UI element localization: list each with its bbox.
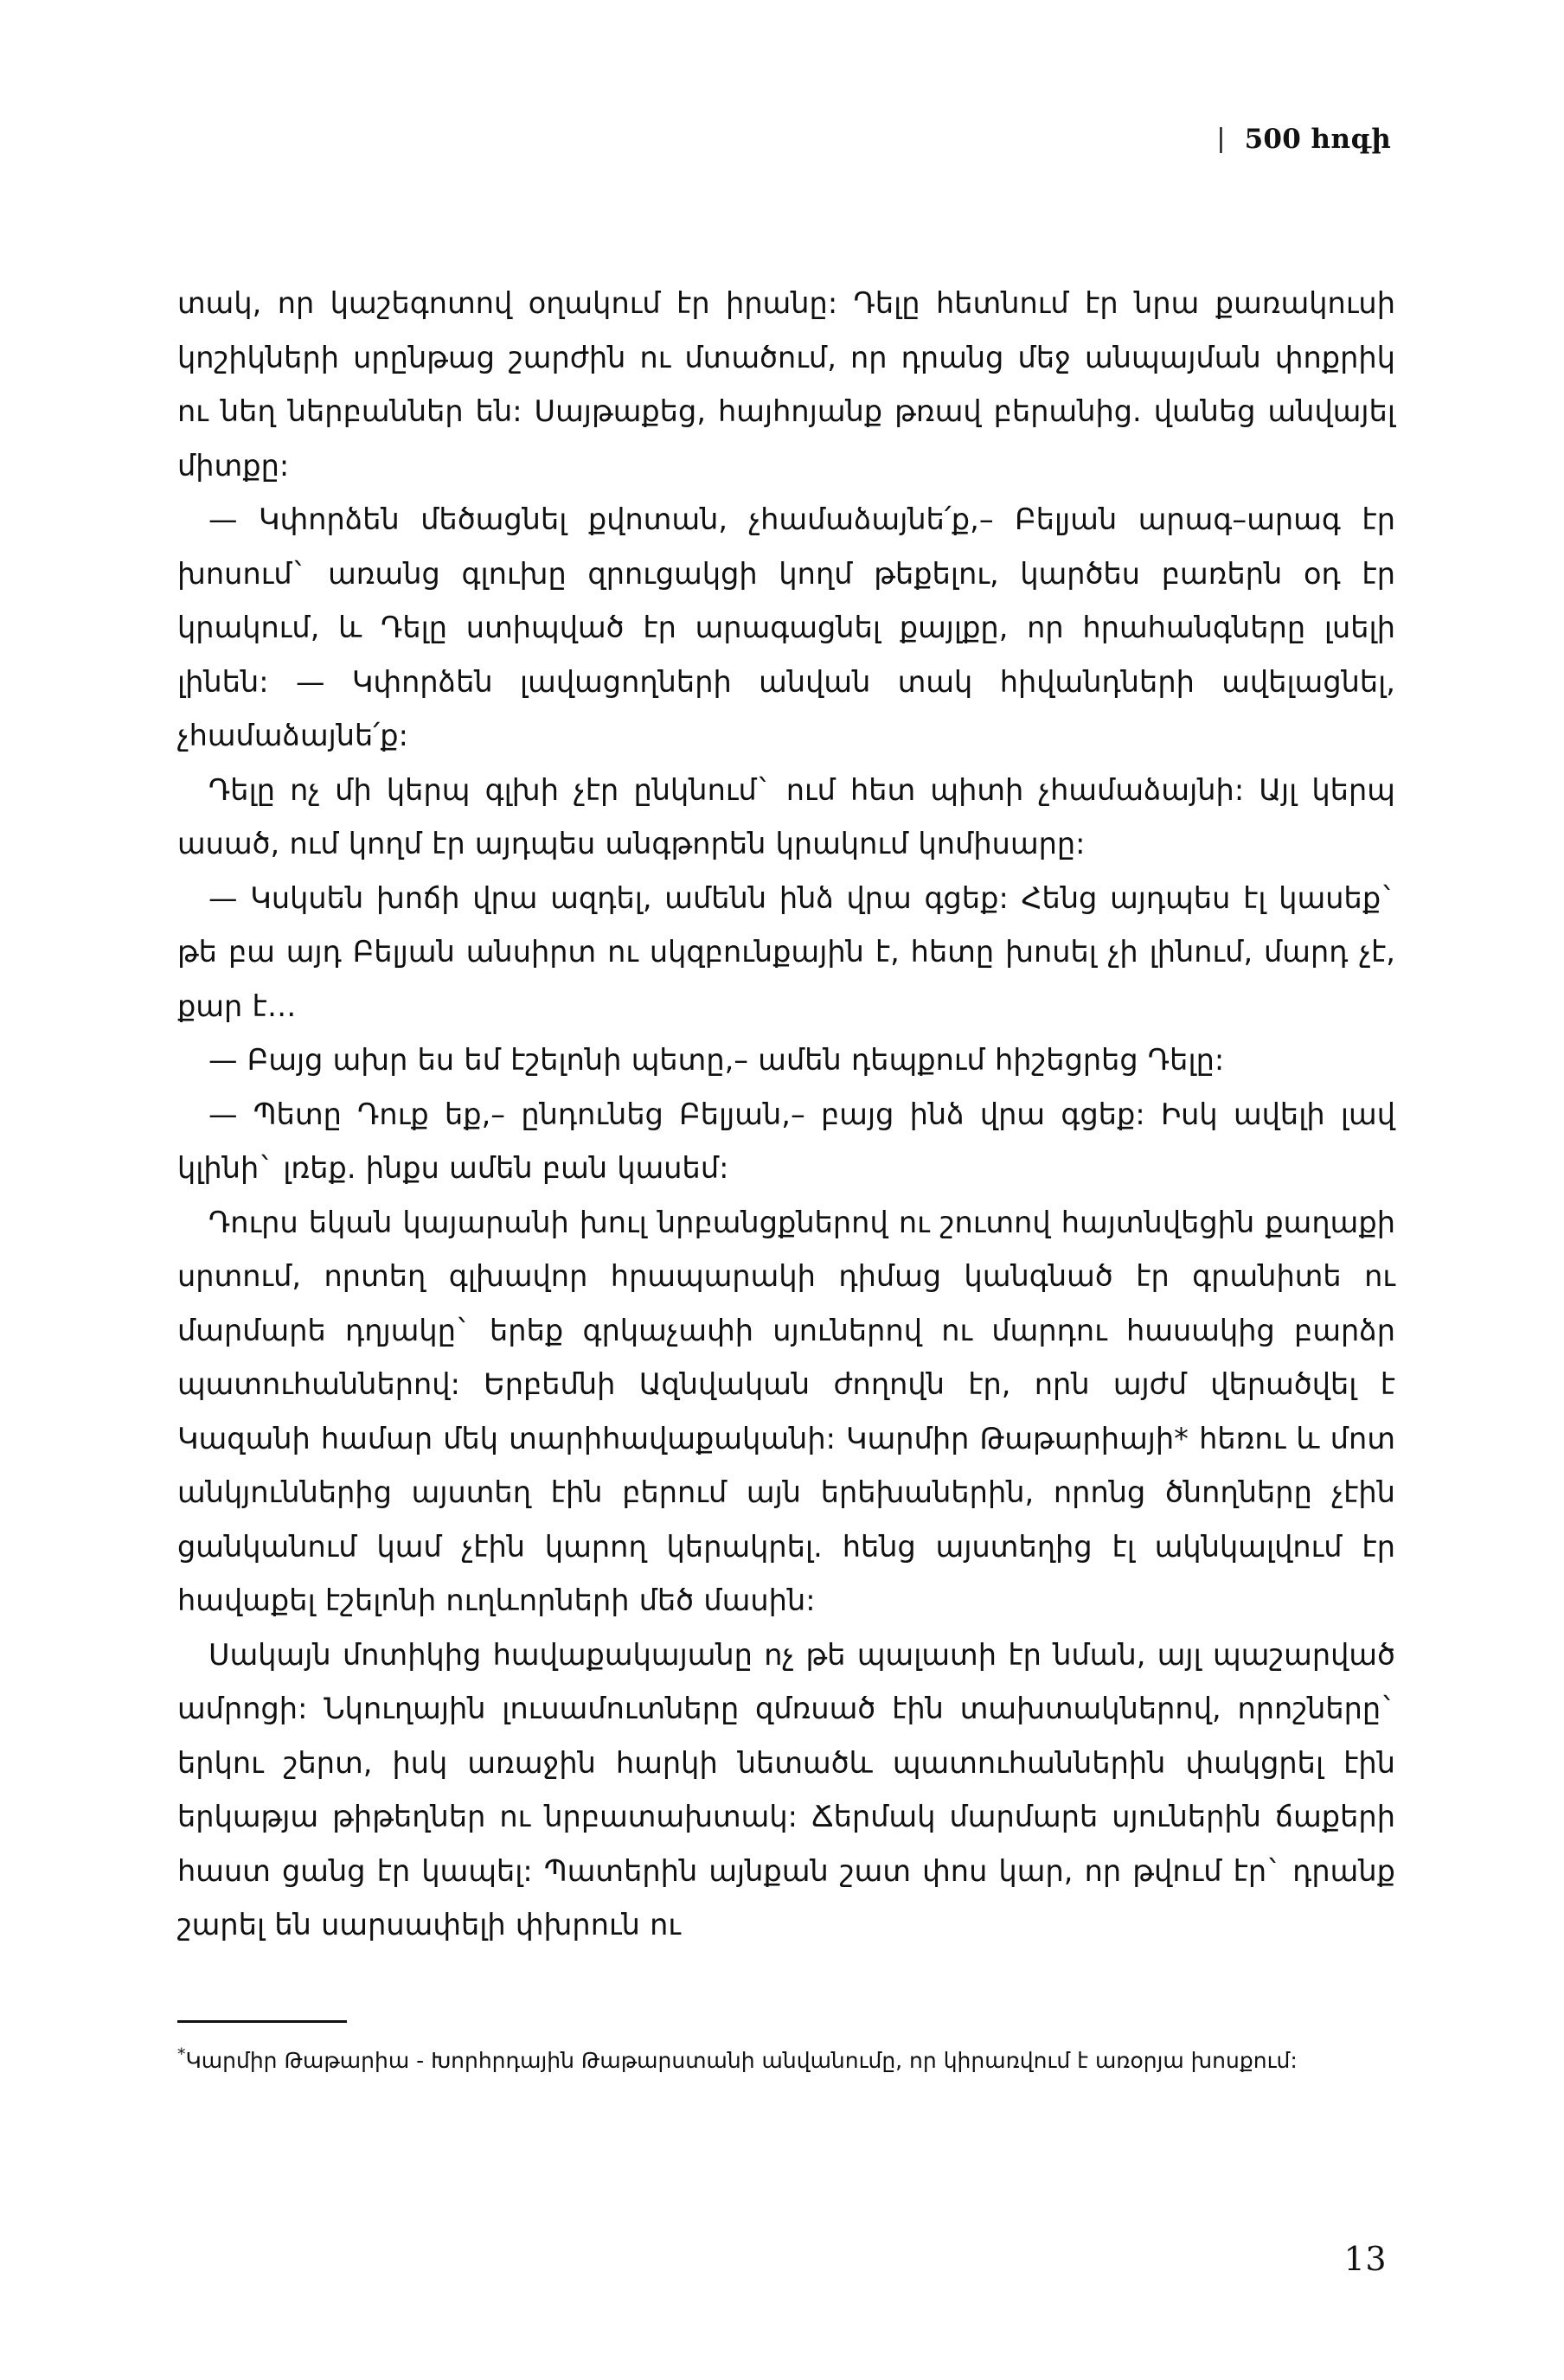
paragraph-6: — Պետը Դուք եք,– ընդունեց Բելյան,– բայց ինձ վրա գցեք: Իսկ ավելի լավ կլինի` լռեք. ինքս ամեն բան կասեմ: — [177, 1097, 1395, 1185]
running-header-inner — [1216, 124, 1391, 155]
footnote-marker: * — [177, 2044, 186, 2064]
footnote-body: Կարմիր Թաթարիա - Խորհրդային Թաթարստանի անվանումը, որ կիրառվում է առօրյա խոսքում: — [185, 2048, 1298, 2073]
body-text-block — [177, 277, 1395, 1953]
paragraph-2: — Կփորձեն մեծացնել քվոտան, չհամաձայնե՛ք,– Բելյան արագ–արագ էր խոսում` առանց գլուխը զրուցակցի կողմ թեքելու, կարծես բառերն օդ էր կրակում, և Դելը ստիպված էր արագացնել քայլքը, որ հրահանգները լսելի լինեն: — Կփորձեն լավացողների անվան տակ հիվանդների ավելացնել, չհամաձայնե՛ք: — [177, 502, 1395, 752]
paragraph-7: Դուրս եկան կայարանի խուլ նրբանցքներով ու շուտով հայտնվեցին քաղաքի սրտում, որտեղ գլխավոր հրապարակի դիմաց կանգնած էր գրանիտե ու մարմարե դղյակը` երեք գրկաչափի սյուներով ու մարդու հասակից բարձր պատուհաններով: Երբեմնի Ազնվական ժողովն էր, որն այժմ վերածվել է Կազանի համար մեկ տարիհավաքականի: Կարմիր Թաթարիայի* հեռու և մոտ անկյուններից այստեղ էին բերում այն երեխաներին, որոնց ծնողները չէին ցանկանում կամ չէին կարող կերակրել. հենց այստեղից էլ ակնկալվում էր հավաքել էշելոնի ուղևորների մեծ մասին: — [177, 1205, 1395, 1617]
footnote-area — [177, 2020, 1395, 2080]
running-header-title: 500 հոգի — [1244, 124, 1391, 155]
paragraph-5: — Բայց ախր ես եմ էշելոնի պետը,– ամեն դեպքում հիշեցրեց Դելը: — [208, 1043, 1225, 1077]
footnote-text — [177, 2042, 1395, 2080]
paragraph-3: Դելը ոչ մի կերպ գլխի չէր ընկնում` ում հետ պիտի չհամաձայնի: Այլ կերպ ասած, ում կողմ էր այդպես անգթորեն կրակում կոմիսարը: — [177, 772, 1395, 861]
header-separator-icon: | — [1216, 124, 1226, 154]
paragraph-1: տակ, որ կաշեգոտով օղակում էր իրանը: Դելը հետնում էր նրա քառակուսի կոշիկների սրընթաց շարժին ու մտածում, որ դրանց մեջ անպայման փոքրիկ ու նեղ ներբաններ են: Սայթաքեց, հայհոյանք թռավ բերանից. վանեց անվայել միտքը: — [177, 286, 1395, 483]
paragraph-8: Սակայն մոտիկից հավաքակայանը ոչ թե պալատի էր նման, այլ պաշարված ամրոցի: Նկուղային լուսամուտները զմռսած էին տախտակներով, որոշները` երկու շերտ, իսկ առաջին հարկի նետածև պատուհաններին փակցրել էին երկաթյա թիթեղներ ու նրբատախտակ: Ճերմակ մարմարե սյուներին ճաքերի հաստ ցանց էր կապել: Պատերին այնքան շատ փոս կար, որ թվում էր` դրանք շարել են սարսափելի փխրուն ու — [177, 1637, 1395, 1942]
page-number: 13 — [1343, 2240, 1387, 2278]
footnote-separator-rule — [177, 2020, 347, 2023]
running-header — [173, 119, 1391, 159]
paragraph-4: — Կսկսեն խոճի վրա ազդել, ամենն ինձ վրա գցեք: Հենց այդպես էլ կասեք` թե բա այդ Բելյան անսիրտ ու սկզբունքային է, հետը խոսել չի լինում, մարդ չէ, քար է… — [177, 880, 1395, 1023]
